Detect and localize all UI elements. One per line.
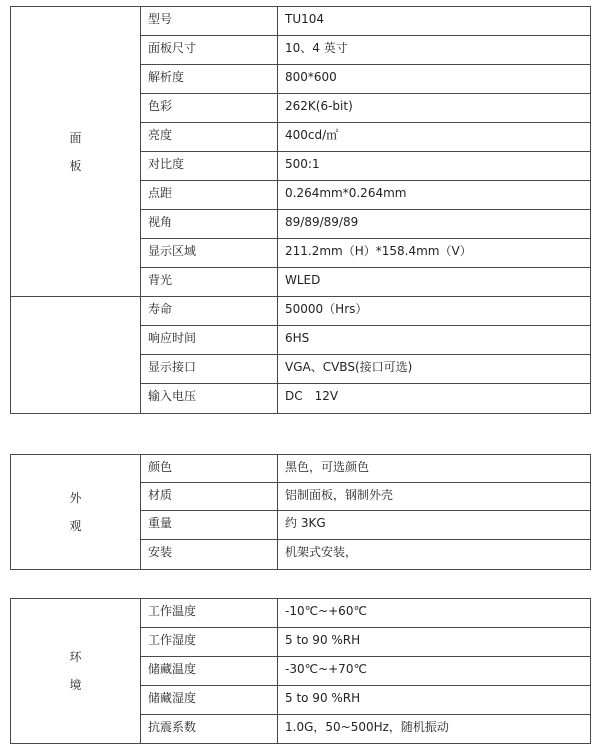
table-row (11, 7, 591, 36)
appearance-group (11, 455, 591, 570)
spec-name: 颜色 (141, 455, 278, 483)
spec-value: 铝制面板，钢制外壳 (278, 483, 591, 511)
spec-value: 机架式安装， (278, 540, 591, 570)
spec-value: 约 3KG (278, 511, 591, 540)
spec-value: -10℃~+60℃ (278, 599, 591, 628)
spec-value: 5 to 90 %RH (278, 686, 591, 715)
spec-value: 黑色，可选颜色 (278, 455, 591, 483)
group-label-char: 外 (69, 491, 82, 505)
spec-value: TU104 (278, 7, 591, 36)
spec-name: 显示接口 (141, 355, 278, 384)
spec-value: 500:1 (278, 152, 591, 181)
spec-value: 6HS (278, 326, 591, 355)
spec-value: DC 12V (278, 384, 591, 414)
spec-value: 10、4 英寸 (278, 36, 591, 65)
spec-value: 5 to 90 %RH (278, 628, 591, 657)
table-row (11, 599, 591, 628)
group-label-panel (11, 7, 141, 297)
group-label-char: 环 (69, 650, 82, 664)
spec-value: 262K(6-bit) (278, 94, 591, 123)
spec-value: 211.2mm（H）*158.4mm（V） (278, 239, 591, 268)
spec-name: 储藏湿度 (141, 686, 278, 715)
spec-value: 0.264mm*0.264mm (278, 181, 591, 210)
spec-name: 工作湿度 (141, 628, 278, 657)
panel-group (11, 7, 591, 414)
spec-name: 抗震系数 (141, 715, 278, 744)
appearance-spec-table (10, 454, 591, 570)
group-label-panel-misc (11, 297, 141, 414)
spec-value: 89/89/89/89 (278, 210, 591, 239)
spec-value: 400cd/㎡ (278, 123, 591, 152)
group-label-char: 观 (69, 519, 82, 533)
spec-name: 亮度 (141, 123, 278, 152)
spec-value: WLED (278, 268, 591, 297)
spec-name: 安装 (141, 540, 278, 570)
table-row (11, 455, 591, 483)
environment-spec-table (10, 598, 591, 744)
group-label-char: 板 (69, 158, 82, 173)
table-row (11, 297, 591, 326)
spec-name: 工作温度 (141, 599, 278, 628)
spec-name: 视角 (141, 210, 278, 239)
spec-name: 输入电压 (141, 384, 278, 414)
spec-value: VGA、CVBS(接口可选) (278, 355, 591, 384)
spec-value: -30℃~+70℃ (278, 657, 591, 686)
spec-name: 色彩 (141, 94, 278, 123)
spec-name: 解析度 (141, 65, 278, 94)
spec-value: 1.0G，50~500Hz，随机振动 (278, 715, 591, 744)
spec-name: 面板尺寸 (141, 36, 278, 65)
spec-value: 50000（Hrs） (278, 297, 591, 326)
group-label-environment (11, 599, 141, 744)
spec-name: 背光 (141, 268, 278, 297)
spec-name: 对比度 (141, 152, 278, 181)
spec-name: 型号 (141, 7, 278, 36)
spec-name: 响应时间 (141, 326, 278, 355)
spec-value: 800*600 (278, 65, 591, 94)
group-label-appearance (11, 455, 141, 570)
environment-group (11, 599, 591, 744)
spec-name: 材质 (141, 483, 278, 511)
spec-name: 点距 (141, 181, 278, 210)
panel-spec-table (10, 6, 591, 414)
group-label-char: 面 (69, 130, 82, 145)
spec-name: 重量 (141, 511, 278, 540)
spec-name: 显示区域 (141, 239, 278, 268)
spec-name: 寿命 (141, 297, 278, 326)
spec-name: 储藏温度 (141, 657, 278, 686)
group-label-char: 境 (69, 678, 82, 692)
